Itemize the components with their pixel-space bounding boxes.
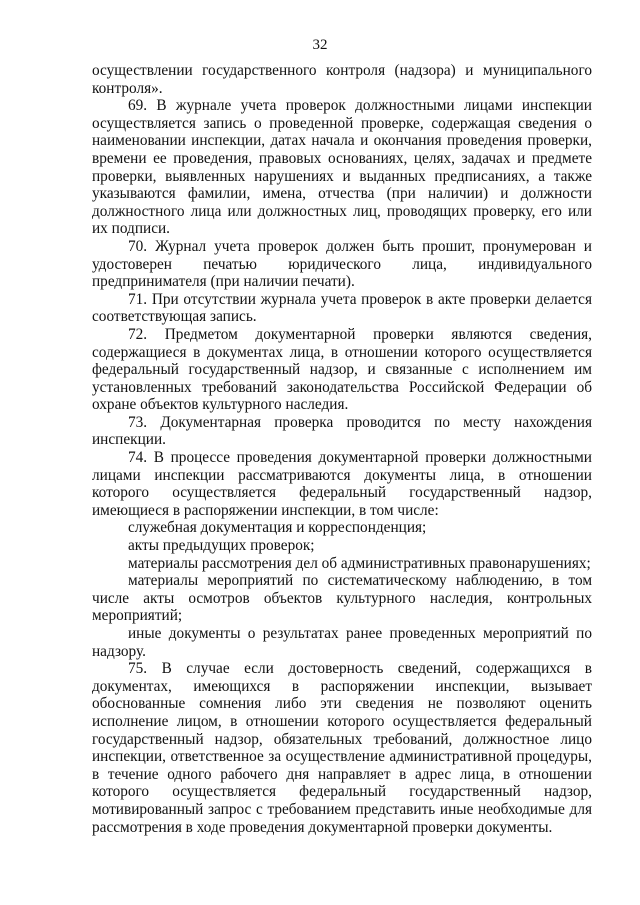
document-body <box>92 62 592 836</box>
list-item: материалы рассмотрения дел об административных правонарушениях; <box>128 554 591 572</box>
list-item: акты предыдущих проверок; <box>128 537 315 555</box>
page-number: 32 <box>312 37 328 53</box>
list-item: иные документы о результатах ранее проведенных мероприятий по надзору. <box>92 625 592 660</box>
paragraph-74: 74. В процессе проведения документарной проверки должностными лицами инспекции рассматриваются документы лица, в отношении которого осуществляется федеральный государственный надзор, имеющиеся в распоряжении инспекции, в том числе: <box>92 449 592 519</box>
paragraph-71: 71. При отсутствии журнала учета проверок в акте проверки делается соответствующая запись. <box>92 290 592 326</box>
paragraph-75: 75. В случае если достоверность сведений, содержащихся в документах, имеющихся в распоряжении инспекции, вызывает обоснованные сомнения либо эти сведения не позволяют оценить исполнение лицом, в отношении которого осуществляется федеральный государственный надзор, обязательных требований, должностное лицо инспекции, ответственное за осуществление административной процедуры, в течение одного рабочего дня направляет в адрес лица, в отношении которого осуществляется федеральный государственный надзор, мотивированный запрос с требованием представить иные необходимые для рассмотрения в ходе проведения документарной проверки документы. <box>92 660 592 836</box>
paragraph-73: 73. Документарная проверка проводится по месту нахождения инспекции. <box>92 413 592 449</box>
paragraph-72: 72. Предметом документарной проверки являются сведения, содержащиеся в документах лица, в отношении которого осуществляется федеральный государственный надзор, и связанные с исполнением им установленных требований законодательства Российской Федерации об охране объектов культурного наследия. <box>92 325 592 414</box>
paragraph-69: 69. В журнале учета проверок должностными лицами инспекции осуществляется запись о проведенной проверке, содержащая сведения о наименовании инспекции, датах начала и окончания проведения проверки, времени ее проведения, правовых основаниях, целях, задачах и предмете проверки, выявленных нарушениях и выданных предписаниях, а также указываются фамилии, имена, отчества (при наличии) и должности должностного лица или должностных лиц, проводящих проверку, его или их подписи. <box>92 97 592 238</box>
list-item: материалы мероприятий по систематическому наблюдению, в том числе акты осмотров объектов культурного наследия, контрольных мероприятий; <box>92 572 592 625</box>
paragraph-continuation: осуществлении государственного контроля (надзора) и муниципального контроля». <box>92 62 592 97</box>
list-item: служебная документация и корреспонденция; <box>128 519 427 537</box>
paragraph-70: 70. Журнал учета проверок должен быть прошит, пронумерован и удостоверен печатью юридического лица, индивидуального предпринимателя (при наличии печати). <box>92 237 592 291</box>
